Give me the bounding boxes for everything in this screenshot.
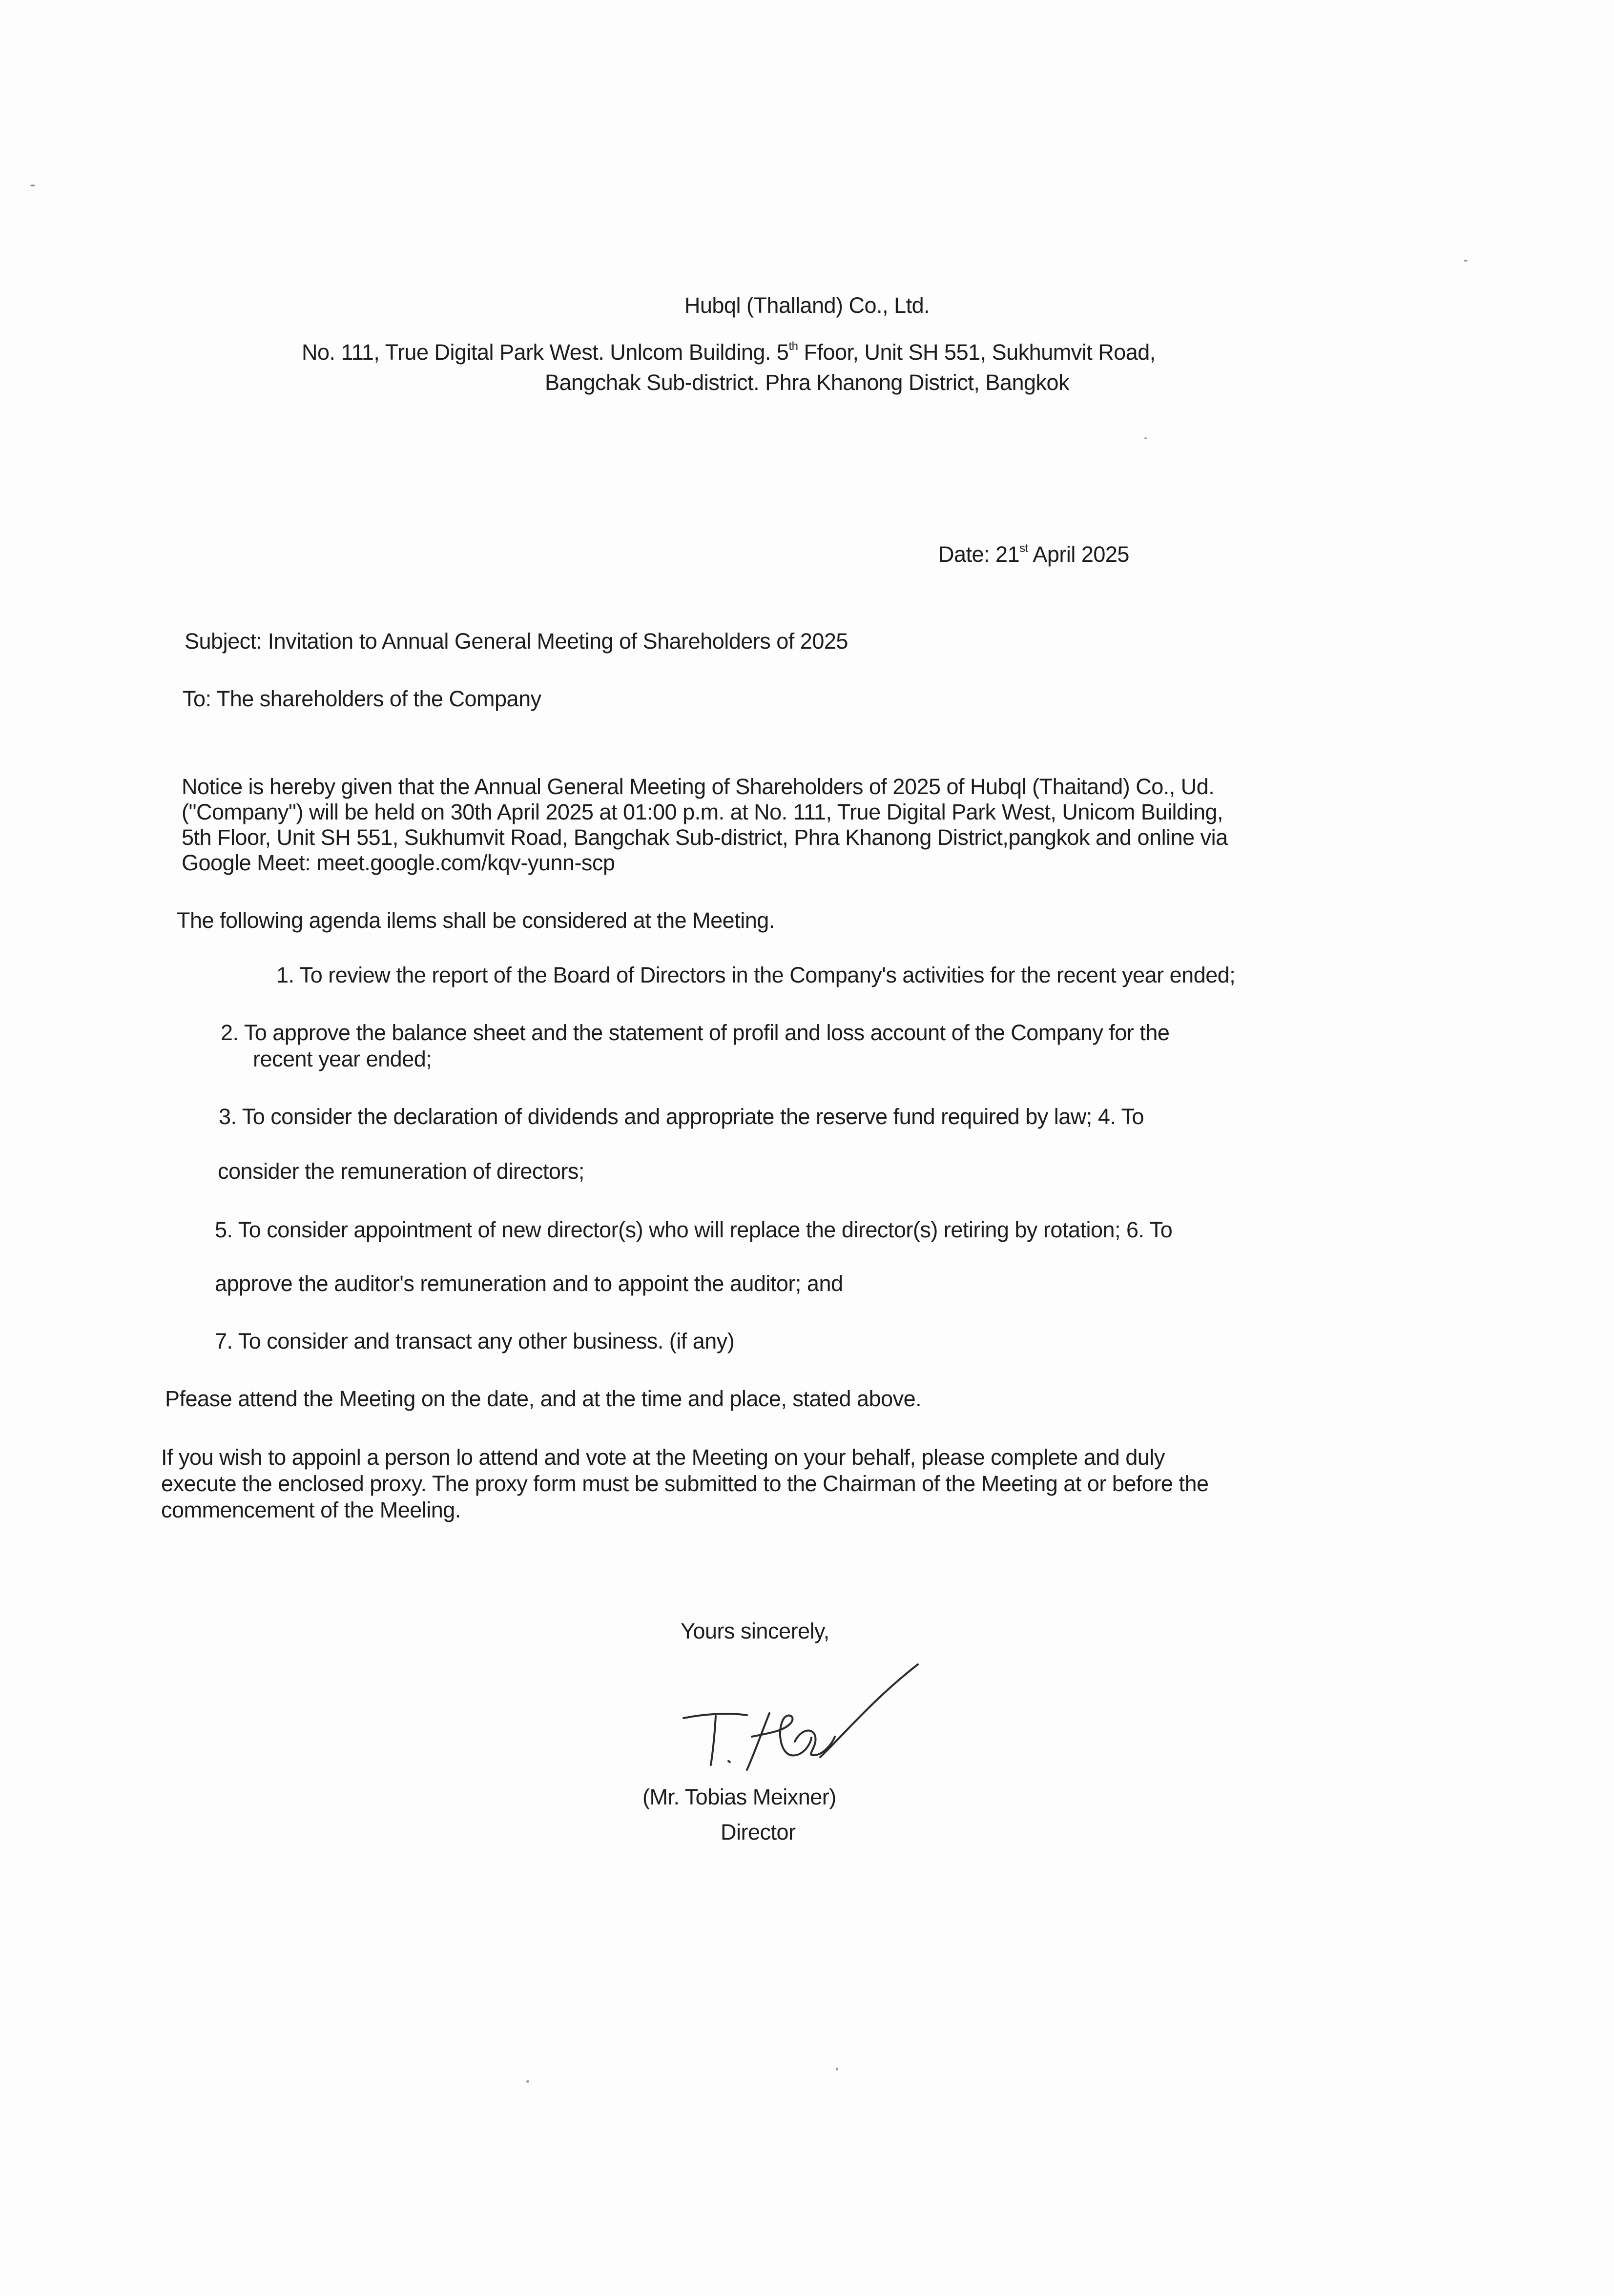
- agenda-item-3: 3. To consider the declaration of dividends and appropriate the reserve fund required by law; 4. To: [219, 1104, 1144, 1129]
- recipient-line: To: The shareholders of the Company: [183, 686, 541, 711]
- agenda-item-5: 5. To consider appointment of new director(s) who will replace the director(s) retiring by rotation; 6. To: [215, 1217, 1173, 1242]
- signatory-title: Director: [721, 1820, 796, 1845]
- agenda-intro: The following agenda ilems shall be considered at the Meeting.: [177, 908, 775, 933]
- agenda-item-2-cont: recent year ended;: [253, 1046, 432, 1071]
- signatory-name: (Mr. Tobias Meixner): [642, 1784, 836, 1809]
- date-prefix: Date: 21: [938, 542, 1020, 567]
- agenda-item-1: 1. To review the report of the Board of Directors in the Company's activities for the recent year ended;: [276, 963, 1236, 987]
- agenda-item-2: 2. To approve the balance sheet and the statement of profil and loss account of the Company for the: [221, 1020, 1170, 1045]
- proxy-line-3: commencement of the Meeling.: [161, 1497, 461, 1522]
- address-line-2: Bangchak Sub-district. Phra Khanong District, Bangkok: [544, 370, 1070, 395]
- address-line-1: [302, 340, 1156, 365]
- agenda-item-7: 7. To consider and transact any other business. (if any): [215, 1329, 735, 1353]
- company-name: Hubql (Thalland) Co., Ltd.: [684, 293, 930, 318]
- date-ordinal: st: [1019, 542, 1028, 555]
- agenda-item-6: approve the auditor's remuneration and to appoint the auditor; and: [215, 1271, 843, 1296]
- agenda-item-4: consider the remuneration of directors;: [218, 1159, 584, 1184]
- date-rest: April 2025: [1028, 542, 1129, 567]
- notice-line-2: ("Company") will be held on 30th April 2025 at 01:00 p.m. at No. 111, True Digital Park West, Unicom Building,: [182, 800, 1223, 824]
- address-line-1-end: Ffoor, Unit SH 551, Sukhumvit Road,: [798, 340, 1156, 365]
- scan-speck: [1464, 260, 1468, 262]
- attend-notice: Pfease attend the Meeting on the date, and at the time and place, stated above.: [165, 1386, 922, 1411]
- letter-date: [938, 542, 1129, 567]
- scan-speck: [836, 2068, 838, 2070]
- subject-line: Subject: Invitation to Annual General Meeting of Shareholders of 2025: [185, 629, 848, 654]
- scan-speck: [526, 2080, 529, 2083]
- notice-line-1: Notice is hereby given that the Annual General Meeting of Shareholders of 2025 of Hubql (Thaitand) Co., Ud.: [182, 774, 1215, 799]
- handwritten-signature: [674, 1655, 928, 1782]
- closing-salutation: Yours sincerely,: [681, 1619, 829, 1643]
- address-floor-ordinal: th: [788, 340, 798, 353]
- proxy-line-2: execute the enclosed proxy. The proxy form must be submitted to the Chairman of the Meeting at or before the: [161, 1471, 1209, 1496]
- address-line-1-start: No. 111, True Digital Park West. Unlcom Building. 5: [302, 340, 789, 365]
- notice-line-3: 5th Floor, Unit SH 551, Sukhumvit Road, Bangchak Sub-district, Phra Khanong District,pangkok and online via: [182, 825, 1228, 850]
- notice-line-4: Google Meet: meet.google.com/kqv-yunn-scp: [182, 850, 615, 875]
- scan-speck: [30, 184, 35, 186]
- scan-speck: [1144, 437, 1147, 439]
- proxy-line-1: If you wish to appoinl a person lo attend and vote at the Meeting on your behalf, please complete and duly: [161, 1445, 1165, 1470]
